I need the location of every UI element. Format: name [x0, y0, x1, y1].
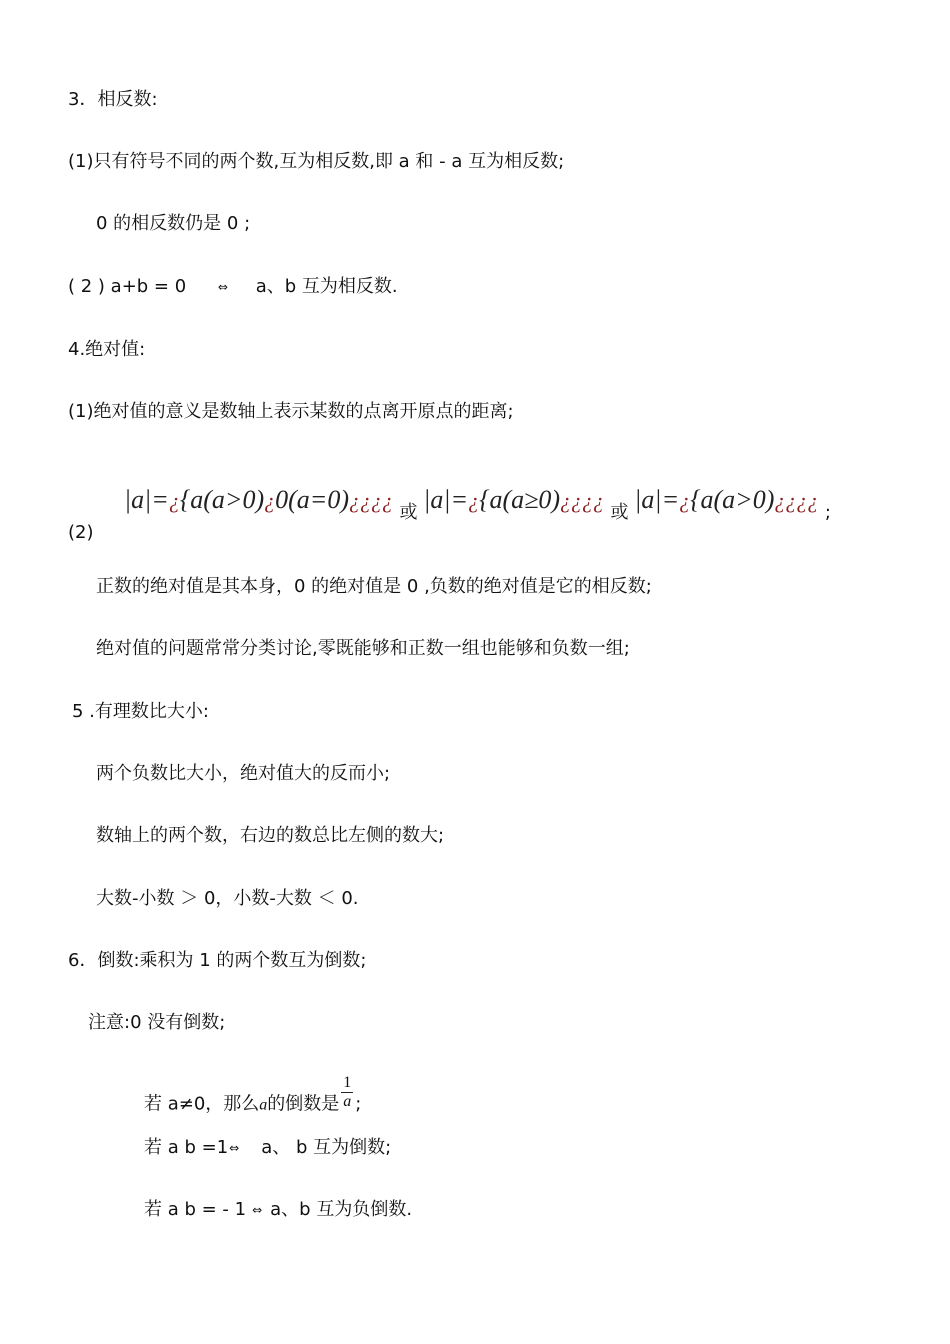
abs-formula-1: |a|=¿{a(a>0)¿0(a=0)¿¿¿¿	[124, 485, 393, 514]
section-6-note: 注意:0 没有倒数;	[88, 1012, 226, 1033]
double-arrow-icon: ⇔	[252, 1203, 263, 1217]
section-3-point-1: (1)只有符号不同的两个数,互为相反数,即 a 和 - a 互为相反数;	[68, 151, 565, 172]
fraction-one-over-a: $\frac{1}{a}$	[343, 1074, 352, 1110]
section-4-point-3: 正数的绝对值是其本身，0 的绝对值是 0 ,负数的绝对值是它的相反数;	[96, 576, 652, 597]
section-4-point-1: (1)绝对值的意义是数轴上表示某数的点离开原点的距离;	[68, 401, 514, 422]
equation-a-plus-b: ( 2 ) a+b = 0	[68, 276, 187, 297]
or-label-2: 或	[610, 502, 629, 523]
section-5-point-1: 两个负数比大小，绝对值大的反而小;	[96, 763, 391, 784]
double-arrow-icon: ⇔	[229, 1141, 240, 1155]
or-label-1: 或	[399, 502, 418, 523]
section-5-point-3: 大数-小数 ＞ 0，小数-大数 ＜ 0.	[96, 888, 359, 909]
abs-formula-2: |a|=¿{a(a≥0)¿¿¿¿	[423, 485, 605, 514]
section-5-title: 5 .有理数比大小:	[72, 701, 209, 722]
section-3-point-2: 0 的相反数仍是 0 ;	[96, 213, 251, 234]
reciprocal-rule-1: 若 a≠0，那么a的倒数是 $\frac{1}{a}$ ;	[144, 1074, 362, 1115]
reciprocal-rule-2: 若 a b =1⇔ a、 b 互为倒数;	[144, 1137, 392, 1158]
semicolon: ;	[824, 502, 831, 523]
section-3-point-3	[68, 275, 398, 299]
reciprocal-rule-3: 若 a b = - 1 ⇔ a、b 互为负倒数.	[144, 1199, 413, 1220]
double-arrow-icon: ⇔	[217, 280, 228, 294]
equation-result: a、b 互为相反数.	[255, 276, 398, 297]
section-4-point-2-label: (2)	[68, 522, 94, 543]
section-4-point-4: 绝对值的问题常常分类讨论,零既能够和正数一组也能够和负数一组;	[96, 638, 630, 659]
section-4-title: 4.绝对值:	[68, 339, 146, 360]
abs-formula-row	[124, 470, 831, 543]
section-5-point-2: 数轴上的两个数，右边的数总比左侧的数大;	[96, 825, 445, 846]
abs-formula-3: |a|=¿{a(a>0)¿¿¿¿	[634, 485, 819, 514]
section-6-title: 6．倒数:乘积为 1 的两个数互为倒数;	[68, 950, 367, 971]
section-3-title: 3．相反数:	[68, 89, 158, 110]
